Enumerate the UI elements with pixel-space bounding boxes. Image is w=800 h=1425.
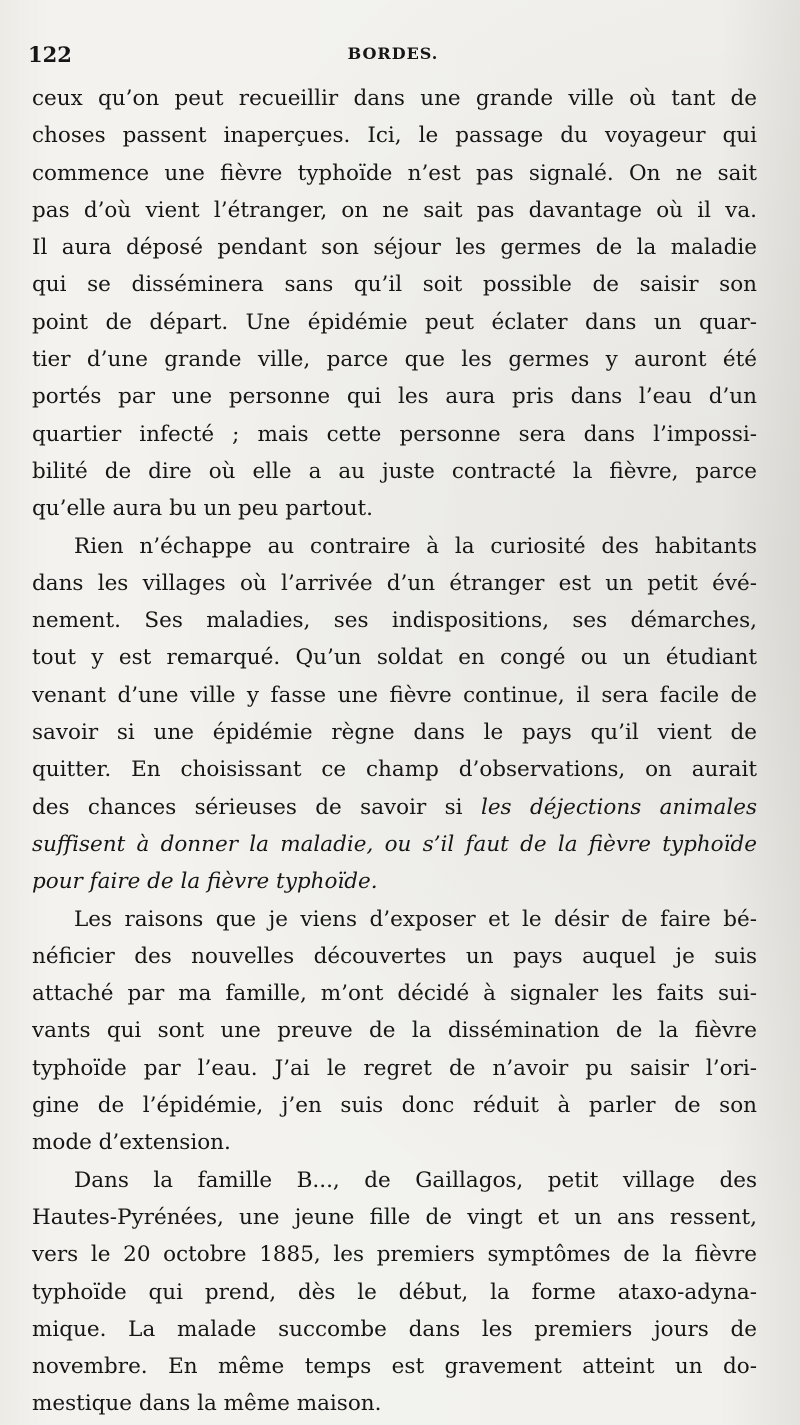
text-line: commence une fièvre typhoïde n’est pas signalé. On ne sait: [32, 160, 757, 186]
text-line: gine de l’épidémie, j’en suis donc réduit à parler de son: [32, 1093, 757, 1119]
running-title: BORDES.: [347, 44, 439, 63]
text-line: typhoïde par l’eau. J’ai le regret de n’avoir pu saisir l’ori-: [32, 1055, 757, 1081]
text-line: typhoïde qui prend, dès le début, la forme ataxo-adyna-: [32, 1279, 757, 1305]
text-line: vers le 20 octobre 1885, les premiers symptômes de la fièvre: [32, 1242, 757, 1268]
text-line: quartier infecté ; mais cette personne sera dans l’impossi-: [32, 421, 757, 447]
text-line: quitter. En choisissant ce champ d’observations, on aurait: [32, 757, 757, 783]
text-line: qui se disséminera sans qu’il soit possible de saisir son: [32, 272, 757, 298]
text-line: choses passent inaperçues. Ici, le passage du voyageur qui: [32, 123, 757, 149]
text-line: savoir si une épidémie règne dans le pays qu’il vient de: [32, 720, 757, 746]
italic-segment: les déjections animales: [480, 794, 757, 820]
body-text: [32, 80, 757, 1423]
text-line: novembre. En même temps est gravement atteint un do-: [32, 1354, 757, 1380]
text-line: bilité de dire où elle a au juste contracté la fièvre, parce: [32, 458, 757, 484]
text-segment: des chances sérieuses de savoir si: [32, 794, 463, 820]
text-line: vants qui sont une preuve de la dissémination de la fièvre: [32, 1018, 757, 1044]
page-number: 122: [28, 42, 72, 67]
text-line-mixed: [32, 789, 757, 826]
text-line: Il aura déposé pendant son séjour les germes de la maladie: [32, 235, 757, 261]
text-line: tout y est remarqué. Qu’un soldat en congé ou un étudiant: [32, 645, 757, 671]
text-line-italic: suffisent à donner la maladie, ou s’il faut de la fièvre typhoïde: [32, 831, 757, 857]
text-line: pas d’où vient l’étranger, on ne sait pas davantage où il va.: [32, 197, 757, 223]
text-line: tier d’une grande ville, parce que les germes y auront été: [32, 347, 757, 373]
text-line: qu’elle aura bu un peu partout.: [32, 496, 373, 522]
text-line: néficier des nouvelles découvertes un pays auquel je suis: [32, 943, 757, 969]
text-line: point de départ. Une épidémie peut éclater dans un quar-: [32, 309, 757, 335]
text-line: Dans la famille B..., de Gaillagos, petit village des: [74, 1167, 757, 1193]
text-line: portés par une personne qui les aura pris dans l’eau d’un: [32, 384, 757, 410]
text-line: mique. La malade succombe dans les premiers jours de: [32, 1316, 757, 1342]
text-line: Rien n’échappe au contraire à la curiosité des habitants: [74, 533, 757, 559]
text-line: dans les villages où l’arrivée d’un étranger est un petit évé-: [32, 570, 757, 596]
text-line: mestique dans la même maison.: [32, 1391, 382, 1417]
text-line: nement. Ses maladies, ses indispositions, ses démarches,: [32, 608, 757, 634]
text-line: ceux qu’on peut recueillir dans une grande ville où tant de: [32, 86, 757, 111]
running-head: [28, 42, 758, 72]
text-line: Les raisons que je viens d’exposer et le désir de faire bé-: [74, 906, 757, 932]
text-line-italic: pour faire de la fièvre typhoïde.: [32, 869, 378, 895]
text-line: venant d’une ville y fasse une fièvre continue, il sera facile de: [32, 682, 757, 708]
text-line: attaché par ma famille, m’ont décidé à signaler les faits sui-: [32, 981, 757, 1007]
text-line: mode d’extension.: [32, 1130, 231, 1156]
text-line: Hautes-Pyrénées, une jeune fille de vingt et un ans ressent,: [32, 1204, 757, 1230]
